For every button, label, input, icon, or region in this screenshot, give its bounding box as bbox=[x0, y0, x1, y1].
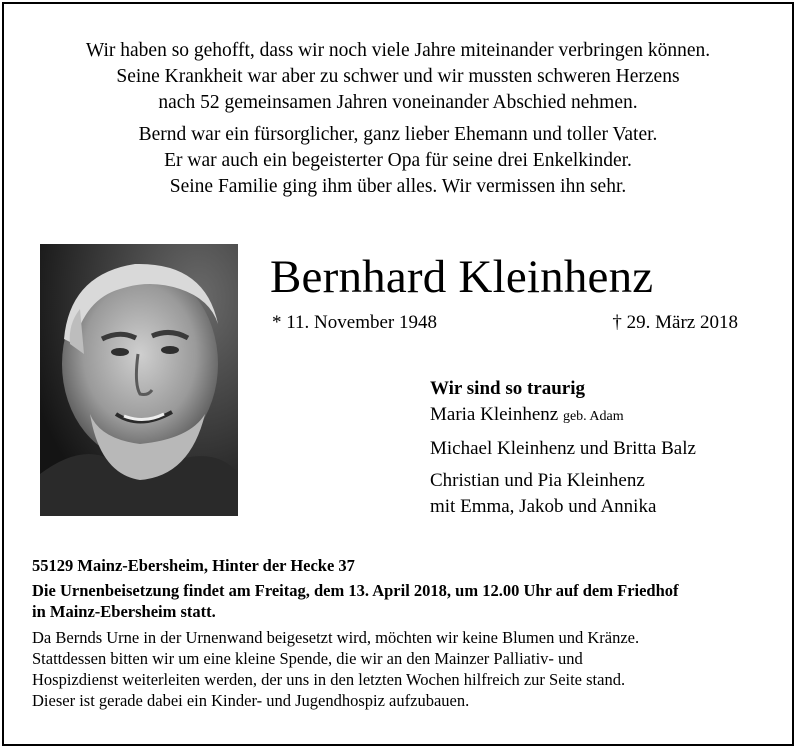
deceased-name: Bernhard Kleinhenz bbox=[270, 251, 654, 303]
intro-paragraph-1 bbox=[4, 38, 792, 116]
ceremony-line: Die Urnenbeisetzung findet am Freitag, dem 13. April 2018, um 12.00 Uhr auf dem Friedhof bbox=[32, 581, 679, 600]
note-line: Da Bernds Urne in der Urnenwand beigesetzt wird, möchten wir keine Blumen und Kränze. bbox=[32, 628, 640, 647]
portrait-illustration bbox=[40, 244, 238, 516]
mourner-entry bbox=[430, 402, 696, 430]
address: 55129 Mainz-Ebersheim, Hinter der Hecke 37 bbox=[32, 556, 355, 575]
mourners-heading: Wir sind so traurig bbox=[430, 378, 586, 399]
note-line: Dieser ist gerade dabei ein Kinder- und Jugendhospiz aufzubauen. bbox=[32, 691, 470, 710]
intro-line: Seine Familie ging ihm über alles. Wir vermissen ihn sehr. bbox=[169, 176, 627, 197]
mourner-entry: Michael Kleinhenz und Britta Balz bbox=[430, 438, 696, 459]
intro-paragraph-2 bbox=[4, 122, 792, 200]
intro-line: Seine Krankheit war aber zu schwer und wir mussten schweren Herzens bbox=[116, 66, 680, 87]
intro-line: Er war auch ein begeisterter Opa für seine drei Enkelkinder. bbox=[164, 150, 632, 171]
death-date: † 29. März 2018 bbox=[612, 312, 738, 333]
intro-line: Bernd war ein fürsorglicher, ganz lieber Ehemann und toller Vater. bbox=[138, 124, 658, 145]
intro-line: Wir haben so gehofft, dass wir noch viele Jahre miteinander verbringen können. bbox=[85, 40, 711, 61]
mourner-entry: mit Emma, Jakob und Annika bbox=[430, 496, 657, 517]
obituary-notice bbox=[2, 2, 794, 746]
ceremony-info bbox=[32, 580, 764, 622]
birth-date: * 11. November 1948 bbox=[272, 312, 437, 333]
intro-line: nach 52 gemeinsamen Jahren voneinander Abschied nehmen. bbox=[158, 92, 638, 113]
mourners-list bbox=[430, 376, 696, 520]
donation-note bbox=[32, 627, 764, 711]
portrait-photo bbox=[40, 244, 238, 516]
mourner-name: Maria Kleinhenz bbox=[430, 404, 559, 425]
ceremony-line: in Mainz-Ebersheim statt. bbox=[32, 602, 216, 621]
note-line: Hospizdienst weiterleiten werden, der uns in den letzten Wochen hilfreich zur Seite stand. bbox=[32, 670, 626, 689]
note-line: Stattdessen bitten wir um eine kleine Spende, die wir an den Mainzer Palliativ- und bbox=[32, 649, 583, 668]
mourner-maiden-name: geb. Adam bbox=[562, 409, 624, 424]
mourner-entry: Christian und Pia Kleinhenz bbox=[430, 470, 645, 491]
